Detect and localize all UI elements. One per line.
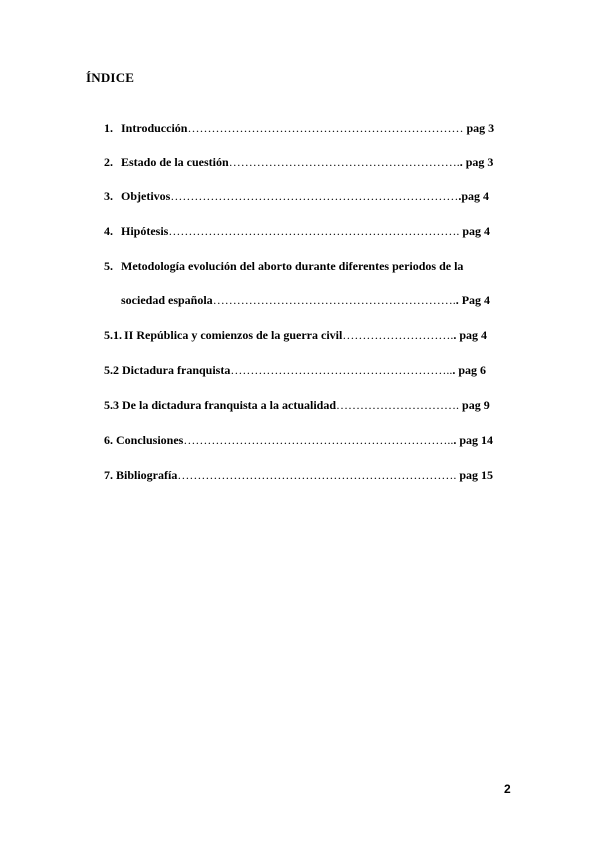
toc-item-page: .pag 4 <box>458 189 490 203</box>
toc-item-label: Hipótesis <box>121 224 169 238</box>
toc-item-estado-cuestion <box>104 154 493 170</box>
toc-item-number: 7. <box>104 468 113 482</box>
index-title: ÍNDICE <box>86 70 135 85</box>
toc-item-leader: ………………………. <box>342 328 454 342</box>
toc-item-label: Metodología evolución del aborto durante diferentes periodos de la <box>121 259 464 273</box>
toc-item-label: De la dictadura franquista a la actualidad <box>122 398 337 412</box>
toc-item-number: 5.2 <box>104 363 119 377</box>
toc-item-leader: ……………………………………………………………. <box>177 468 457 482</box>
toc-item-leader: …………………………. <box>336 398 460 412</box>
toc-item-number: 5. <box>104 259 113 273</box>
toc-item-bibliografia <box>104 467 493 483</box>
toc-item-number: 5.3 <box>104 398 119 412</box>
toc-item-page: pag 15 <box>456 468 494 482</box>
toc-item-leader: …………………………………………………. <box>228 155 460 169</box>
toc-item-page: . pag 3 <box>459 155 494 169</box>
toc-item-leader: ……………………………………………………. <box>212 293 456 307</box>
toc-item-page: . pag 4 <box>453 328 488 342</box>
toc-item-dictadura-franquista <box>104 362 486 378</box>
toc-item-label: Introducción <box>121 121 188 135</box>
toc-item-number: 6. <box>104 433 113 447</box>
toc-item-conclusiones <box>104 432 493 448</box>
toc-item-page: pag 9 <box>459 398 490 412</box>
toc-item-label: Conclusiones <box>116 433 184 447</box>
toc-item-leader: ………………………………………………………………. <box>168 224 460 238</box>
toc-item-label: II República y comienzos de la guerra civil <box>124 328 343 342</box>
toc-item-segunda-republica <box>104 327 487 343</box>
toc-item-label: Estado de la cuestión <box>121 155 229 169</box>
toc-item-leader: …………………………………………………………… <box>187 121 464 135</box>
toc-item-dictadura-actualidad <box>104 397 490 413</box>
toc-item-introduccion <box>104 120 494 136</box>
toc-item-number: 4. <box>104 224 113 238</box>
toc-item-leader: ………………………………………………………….. <box>183 433 454 447</box>
toc-item-hipotesis <box>104 223 490 239</box>
toc-item-metodologia <box>104 258 463 274</box>
toc-item-leader: ……………………………………………….. <box>230 363 453 377</box>
toc-item-leader: ……………………………………………………………… <box>170 189 459 203</box>
toc-item-objetivos <box>104 188 489 204</box>
toc-item-metodologia-continuation <box>121 292 490 308</box>
toc-item-label: Bibliografía <box>116 468 178 482</box>
toc-item-number: 2. <box>104 155 113 169</box>
toc-item-number: 1. <box>104 121 113 135</box>
page-number: 2 <box>504 782 511 796</box>
toc-item-page: . Pag 4 <box>455 293 491 307</box>
toc-item-number: 5.1. <box>104 328 122 342</box>
toc-item-number: 3. <box>104 189 113 203</box>
toc-item-label: Dictadura franquista <box>122 363 231 377</box>
toc-item-page: . pag 6 <box>452 363 487 377</box>
toc-item-page: . pag 14 <box>453 433 494 447</box>
toc-item-label: sociedad española <box>121 293 213 307</box>
toc-item-label: Objetivos <box>121 189 171 203</box>
toc-item-page: pag 4 <box>459 224 491 238</box>
toc-item-page: pag 3 <box>463 121 495 135</box>
